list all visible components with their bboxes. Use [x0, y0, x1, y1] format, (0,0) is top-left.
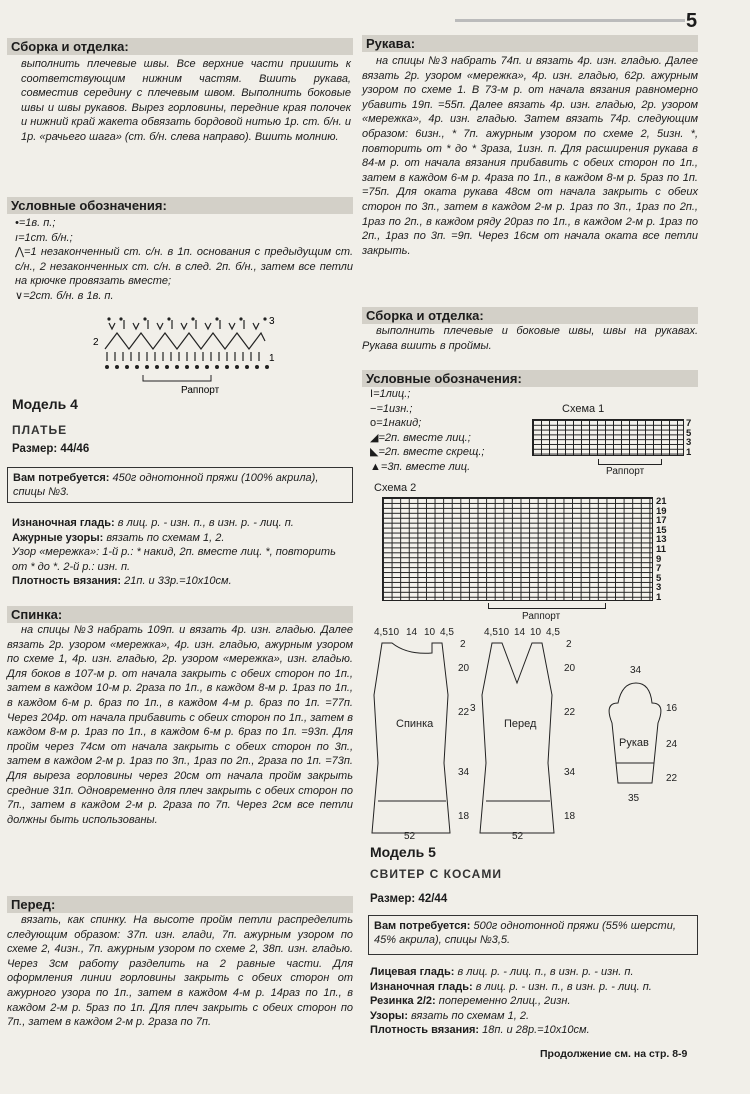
measure-front-side: 34 — [564, 767, 576, 778]
dot-symbol-icon: • — [15, 217, 19, 229]
measure-back-top: 4,5 — [374, 627, 388, 638]
crochet-row-label-2: 2 — [93, 337, 99, 348]
technique-item: Изнаночная гладь: в лиц. р. - изн. п., в изн. р. - лиц. п. — [370, 980, 652, 993]
page-number: 5 — [686, 10, 698, 32]
legend-item: ◣=2п. вместе скрещ.; — [370, 446, 485, 458]
model4-garment: ПЛАТЬЕ — [12, 423, 68, 437]
measure-front-side: 20 — [564, 663, 576, 674]
scheme1-title: Схема 1 — [562, 403, 605, 415]
legend-item: −=1изн.; — [370, 402, 413, 415]
model5-need-label: Вам потребуется: — [374, 920, 471, 932]
purl-symbol-icon: − — [370, 402, 377, 415]
measure-front-side: 2 — [566, 639, 572, 650]
measure-sleeve-side: 24 — [666, 739, 678, 750]
technique-item: Изнаночная гладь: в лиц. р. - изн. п., в изн. р. - лиц. п. — [12, 517, 294, 529]
back-text: на спицы №3 набрать 109п. и вязать 4р. изн. гладью. Далее вязать 2р. узором «мережка», 4р. изн. гладью, ажурным узором по схеме 1, 4р. изн. гладью, 2р. узором «мережка», изн. гладью. Для боков в 107-м р. от начала закрыть с обеих сторон по 1п., затем в каждом 10-м р. 2раза по 1п., в каждом 8-м р. 1раз по 1п., в каждом 6-м р. 6раз по 1п., в каждом 4-м р. 6раз по 1п. =77п. Через 204р. от начала прибавить с обеих сторон по 1п., затем в каждом 8-м р. 1раз по 1п., в каждом 6-м р. 6раз по 1п. =93п. Для пройм через 74см от начала закрыть с обеих сторон по 3п., затем в каждом 2-м р. 1раз по 3п., 1раз по 2п., 2раза по 1п. =73п. Для выреза горловины через 20см от начала пройм закрыть средние 31п. Одновременно для плеч закрыть с обеих сторон по 7п., затем в каждом 2-м р. 2раза по 7п. Через 2см все петли должны быть использованы. — [7, 624, 353, 826]
model4-title: Модель 4 — [12, 396, 78, 412]
scheme2-grid — [382, 497, 653, 601]
front-header: Перед: — [7, 896, 353, 913]
continuation-note: Продолжение см. на стр. 8-9 — [540, 1048, 688, 1060]
measure-back-side: 22 — [458, 707, 470, 718]
measure-back-top: 10 — [424, 627, 436, 638]
scheme1-row-labels: 7 5 3 1 — [686, 418, 692, 458]
sleeve-text: на спицы №3 набрать 74п. и вязать 4р. изн. гладью. Далее вязать 2р. узором «мережка», 4р. изн. гладью, 62р. ажурным узором по схеме 1. В 73-м р. от начала вязания равномерно убавить 19п. =55п. Далее вязать 4р. изн. гладью, 2р. узором «мережка», 4р. изн. гладью. Затем вязать 74р. следующим образом: 6изн., * 7п. ажурным узором по схеме 2, 5изн. *, повторить от * до * 3раза, 1изн. п. Для расширения рукава в 84-м р. от начала вязания прибавить с обеих сторон по 1п., затем в каждом 6-м р. 4раза по 1п., в каждом 8-м р. 5раз по 1п. =75п. Для оката рукава 48см от начала закрыть с обеих сторон по 3п., затем в каждом 2-м р. 1раз по 3п., 1раз по 2п., 1раз по 2п., в каждом ряду 20раз по 1п., в каждом 2-м р. 1раз по 2п., 1раз по 3п. =9п. Через 16см от начала оката все петли закрыть. — [362, 55, 698, 257]
crochet-rapport-label: Раппорт — [181, 385, 220, 395]
v-symbol-icon: ∨ — [15, 289, 24, 302]
model4-materials-box — [7, 467, 353, 503]
technique-item: Узор «мережка»: 1-й р.: * накид, 2п. вместе лиц. *, повторить от * до *. 2-й р.: изн. п. — [12, 546, 336, 573]
crochet-row-label-3: 3 — [269, 316, 275, 327]
legend-item: ◢=2п. вместе лиц.; — [370, 431, 471, 444]
right-legend-list — [370, 387, 520, 474]
right-column — [362, 35, 698, 1060]
legend-item-sc: ı=1ст. б/н.; — [15, 231, 73, 244]
measure-front-top: 4,5 — [484, 627, 498, 638]
model4-techniques — [12, 516, 350, 589]
crochet-row-label-1: 1 — [269, 353, 275, 364]
sleeve-header: Рукава: — [362, 35, 698, 52]
measure-front-left: 3 — [470, 703, 476, 714]
k2tog-symbol-icon: ◢ — [370, 431, 379, 444]
model5-need-text: 500г однотонной пряжи (55% шерсти, 45% акрила), спицы №3,5. — [374, 920, 676, 946]
sleeve-piece-outline — [609, 683, 661, 783]
top-rule — [455, 19, 685, 22]
cluster-symbol-icon: ⋀ — [15, 246, 25, 258]
legend-item-2sc: ∨=2ст. б/н. в 1в. п. — [15, 289, 114, 302]
model5-title: Модель 5 — [370, 844, 436, 860]
measure-front-side: 18 — [564, 811, 576, 822]
measure-back-top: 14 — [406, 627, 418, 638]
measure-front-bottom: 52 — [512, 831, 524, 842]
measure-back-side: 2 — [460, 639, 466, 650]
yarnover-symbol-icon: o — [370, 417, 377, 429]
measure-front-top: 14 — [514, 627, 526, 638]
back-header: Спинка: — [7, 606, 353, 623]
legend-item: I=1лиц.; — [370, 388, 411, 400]
back-piece-outline — [372, 643, 450, 833]
crochet-row-2-marks — [105, 333, 265, 349]
scheme2-rapport-bracket — [488, 603, 606, 609]
legend-item-cluster: ⋀=1 незаконченный ст. с/н. в 1п. основания с предыдущим ст. с/н., 2 незаконченных ст. с/н. в след. 2п. б/н., затем все петли на крючке провязать вместе; — [15, 246, 353, 287]
ssk-symbol-icon: ◣ — [370, 446, 379, 458]
legend-item: o=1накид; — [370, 417, 422, 429]
right-assembly-header: Сборка и отделка: — [362, 307, 698, 324]
pattern-diagrams — [362, 623, 698, 843]
legend-item: ▲=3п. вместе лиц. — [370, 460, 471, 473]
model4-need-text: 450г однотонной пряжи (100% акрила), спицы №3. — [13, 472, 319, 498]
sleeve-label: Рукав — [619, 737, 649, 749]
model5-materials-box — [368, 915, 698, 955]
measure-back-side: 20 — [458, 663, 470, 674]
measure-back-bottom: 52 — [404, 831, 416, 842]
scheme2-title: Схема 2 — [374, 482, 417, 494]
legend-item-chain: •=1в. п.; — [15, 217, 56, 229]
left-legend-header: Условные обозначения: — [7, 197, 353, 214]
technique-item: Ажурные узоры: вязать по схемам 1, 2. — [12, 531, 225, 544]
technique-item: Резинка 2/2: попеременно 2лиц., 2изн. — [370, 995, 571, 1007]
model4-need-label: Вам потребуется: — [13, 472, 110, 484]
knit-symbol-icon: I — [370, 388, 374, 400]
measure-sleeve-top: 34 — [630, 665, 642, 676]
model5-size: Размер: 42/44 — [370, 893, 448, 905]
crochet-chart — [87, 311, 287, 395]
measure-front-top: 4,5 — [546, 627, 560, 638]
measure-front-top: 10 — [498, 627, 510, 638]
technique-item: Плотность вязания: 21п. и 33р.=10х10см. — [12, 575, 232, 587]
back-label: Спинка — [396, 718, 434, 730]
technique-item: Лицевая гладь: в лиц. р. - лиц. п., в изн. р. - изн. п. — [370, 966, 634, 978]
front-text: вязать, как спинку. На высоте пройм петли распределить следующим образом: 37п. изн. глади, 7п. ажурным узором по схеме 2, 4изн., 7п. ажурным узором по схеме 2, 38п. изн. гладью. Через 3см работу разделить на 2 равные части. Для оформления линии горловины закрыть с обеих сторон от ажурного узора по 1п., затем в каждом 4-м р. 14раз по 1п., в каждом 2-м р. 5раз по 1п. Для плеч закрыть с обеих сторон по 7п., затем в каждом 2-м р. 2раза по 7п. — [7, 914, 353, 1029]
crochet-row-3-marks — [109, 320, 259, 329]
front-label: Перед — [504, 718, 537, 730]
model4-size: Размер: 44/46 — [12, 443, 90, 455]
measure-front-top: 10 — [530, 627, 542, 638]
stick-symbol-icon: ı — [15, 231, 19, 244]
measure-back-top: 10 — [388, 627, 400, 638]
measure-sleeve-bottom: 35 — [628, 793, 640, 804]
scheme2-row-labels: 21 19 17 15 13 11 9 7 5 3 1 — [656, 496, 667, 603]
left-assembly-text: выполнить плечевые швы. Все верхние части пришить к соответствующим нижним частям. Вшить рукава, совместив середину с плечевым швом. Выполнить боковые швы и швы рукавов. Вырез горловины, передние края полочек и нижний край жакета обвязать бордовой нитью 1р. ст. б/н. и 1р. «рачьего шага» (ст. б/н. слева направо). Вшить молнию. — [21, 58, 351, 143]
left-column — [7, 38, 353, 1029]
technique-item: Плотность вязания: 18п. и 28р.=10х10см. — [370, 1024, 590, 1036]
scheme1-rapport-bracket — [598, 459, 662, 465]
measure-front-side: 22 — [564, 707, 576, 718]
measure-back-side: 34 — [458, 767, 470, 778]
technique-item: Узоры: вязать по схемам 1, 2. — [370, 1009, 530, 1022]
k3tog-symbol-icon: ▲ — [370, 460, 381, 473]
crochet-rapport-bracket — [143, 375, 211, 381]
model5-garment: СВИТЕР С КОСАМИ — [370, 867, 502, 881]
measure-sleeve-side: 22 — [666, 773, 678, 784]
scheme1-grid — [532, 419, 684, 456]
measure-sleeve-side: 16 — [666, 703, 678, 714]
measure-back-side: 18 — [458, 811, 470, 822]
right-legend-header: Условные обозначения: — [362, 370, 698, 387]
scheme1-rapport-label: Раппорт — [606, 466, 645, 477]
left-assembly-header: Сборка и отделка: — [7, 38, 353, 55]
right-assembly-text: выполнить плечевые и боковые швы, швы на рукавах. Рукава вшить в проймы. — [362, 325, 698, 352]
measure-back-top: 4,5 — [440, 627, 454, 638]
front-piece-outline — [480, 643, 554, 833]
model5-techniques — [370, 965, 698, 1038]
crochet-row-1-marks — [107, 352, 259, 361]
scheme2-rapport-label: Раппорт — [522, 611, 561, 622]
